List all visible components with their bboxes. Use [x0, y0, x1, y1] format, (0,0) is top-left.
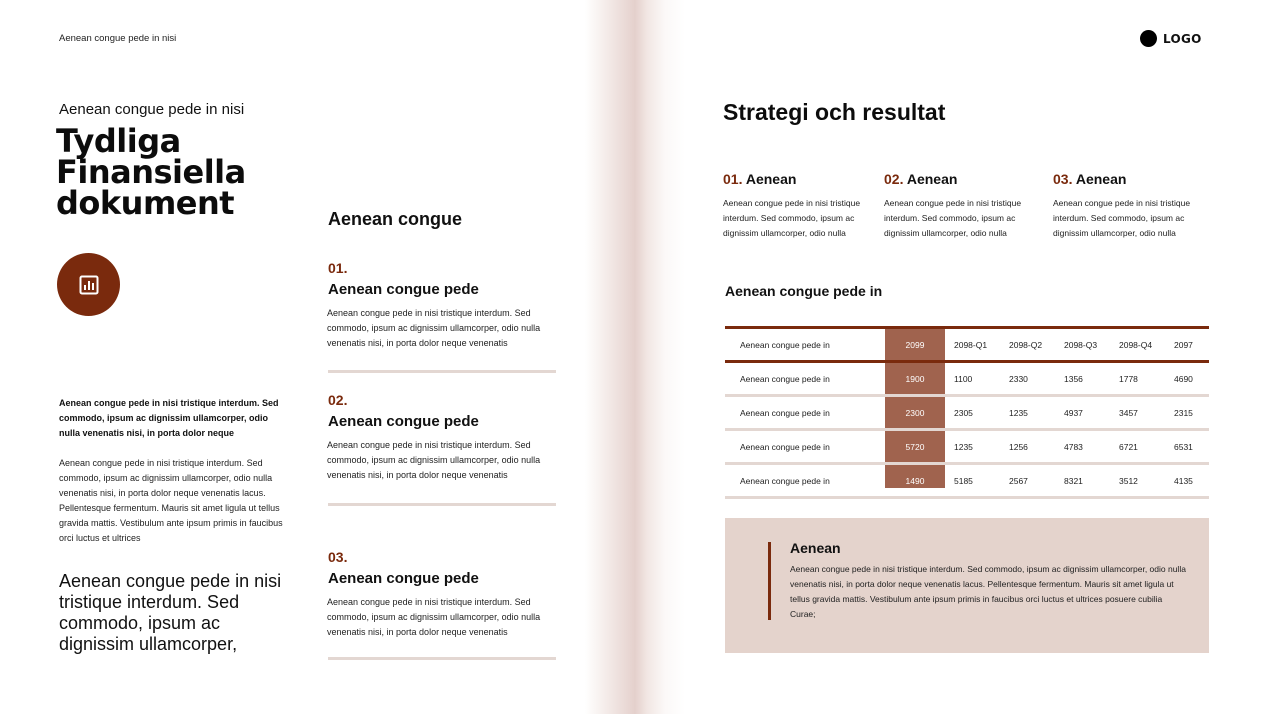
row-rule	[725, 496, 1209, 499]
callout-text: Aenean congue pede in nisi tristique interdum. Sed commodo, ipsum ac dignissim ullamcorper, odio nulla venenatis nisi, in porta dolor neque venenatis lacus. Pellentesque fermentum. Mauris sit amet ligula ut tellus gravida mattis. Vestibulum ante ipsum primis in faucibus orci luctus et ultrices posuere cubilia Curae;	[790, 564, 1186, 619]
cell: 8321	[1064, 475, 1083, 486]
header-cell: 2098-Q1	[954, 339, 988, 350]
logo	[1140, 30, 1202, 47]
cell: Aenean congue pede in	[740, 373, 830, 384]
table-row	[725, 363, 1209, 394]
column-title: Aenean	[1075, 171, 1127, 187]
cell: 3512	[1119, 475, 1138, 486]
cell: 4135	[1174, 475, 1193, 486]
cell: 4937	[1064, 407, 1083, 418]
body-paragraph: Aenean congue pede in nisi tristique interdum. Sed commodo, ipsum ac dignissim ullamcorper, odio nulla venenatis nisi, in porta dolor neque venenatis lacus. Pellentesque fermentum. Mauris sit amet ligula ut tellus gravida mattis. Vestibulum ante ipsum primis in faucibus orci luctus et ultrices	[59, 458, 283, 543]
column-number: 03.	[1053, 171, 1073, 187]
table-row	[725, 431, 1209, 462]
cell: 2300	[905, 407, 925, 418]
cell: Aenean congue pede in	[740, 441, 830, 452]
lead-paragraph: Aenean congue pede in nisi tristique interdum. Sed commodo, ipsum ac dignissim ullamcorper,	[59, 571, 282, 654]
column-number: 01.	[723, 171, 743, 187]
divider	[328, 657, 556, 660]
header-cell: Aenean congue pede in	[740, 339, 830, 350]
cell: 2305	[954, 407, 973, 418]
strategy-column-3	[1053, 171, 1208, 241]
cell: 1256	[1009, 441, 1028, 452]
right-page-title: Strategi och resultat	[723, 99, 946, 125]
page-kicker: Aenean congue pede in nisi	[59, 101, 245, 118]
header-cell: 2098-Q4	[1119, 339, 1153, 350]
table-title: Aenean congue pede in	[725, 283, 883, 299]
item-title: Aenean congue pede	[328, 281, 479, 298]
cell: Aenean congue pede in	[740, 407, 830, 418]
section-heading: Aenean congue	[328, 209, 463, 229]
numbered-item-1	[327, 260, 557, 351]
header-cell: 2098-Q2	[1009, 339, 1043, 350]
callout-box	[725, 518, 1209, 653]
cell: 1490	[905, 475, 925, 486]
strategy-column-2	[884, 171, 1039, 241]
cell: 2330	[1009, 373, 1028, 384]
header-cell: 2097	[1174, 339, 1193, 350]
cell: 4783	[1064, 441, 1083, 452]
cell: 6721	[1119, 441, 1138, 452]
bold-paragraph: Aenean congue pede in nisi tristique interdum. Sed commodo, ipsum ac dignissim ullamcorper, odio nulla venenatis nisi, in porta dolor neque	[59, 398, 279, 438]
table-row	[725, 465, 1209, 496]
financial-table	[725, 326, 1209, 499]
item-text: Aenean congue pede in nisi tristique interdum. Sed commodo, ipsum ac dignissim ullamcorper, odio nulla venenatis nisi, in porta dolor neque venenatis	[327, 440, 541, 480]
numbered-item-3	[327, 549, 557, 640]
cell: 1778	[1119, 373, 1138, 384]
cell: 2567	[1009, 475, 1028, 486]
callout-title: Aenean	[790, 540, 841, 556]
item-number: 01.	[328, 260, 348, 276]
divider	[328, 503, 556, 506]
bar-chart-icon	[79, 275, 99, 295]
cell: 1900	[905, 373, 925, 384]
header-cell: 2099	[905, 339, 925, 350]
cell: 1235	[1009, 407, 1028, 418]
page-spine	[585, 0, 685, 714]
column-text: Aenean congue pede in nisi tristique interdum. Sed commodo, ipsum ac dignissim ullamcorper, odio nulla	[723, 198, 861, 238]
column-text: Aenean congue pede in nisi tristique interdum. Sed commodo, ipsum ac dignissim ullamcorper, odio nulla	[1053, 198, 1191, 238]
running-header: Aenean congue pede in nisi	[59, 33, 177, 44]
strategy-column-1	[723, 171, 878, 241]
table-row	[725, 397, 1209, 428]
item-text: Aenean congue pede in nisi tristique interdum. Sed commodo, ipsum ac dignissim ullamcorper, odio nulla venenatis nisi, in porta dolor neque venenatis	[327, 308, 541, 348]
cell: 5720	[905, 441, 925, 452]
item-title: Aenean congue pede	[328, 570, 479, 587]
logo-text: LOGO	[1163, 31, 1202, 46]
callout-accent-bar	[768, 542, 771, 620]
cell: 5185	[954, 475, 973, 486]
page-title: Tydliga Finansiella dokument	[56, 122, 246, 222]
item-number: 03.	[328, 549, 348, 565]
logo-dot-icon	[1140, 30, 1157, 47]
column-number: 02.	[884, 171, 904, 187]
item-number: 02.	[328, 392, 348, 408]
item-text: Aenean congue pede in nisi tristique interdum. Sed commodo, ipsum ac dignissim ullamcorper, odio nulla venenatis nisi, in porta dolor neque venenatis	[327, 597, 541, 637]
header-cell: 2098-Q3	[1064, 339, 1098, 350]
cell: 1100	[954, 373, 973, 384]
cell: 4690	[1174, 373, 1193, 384]
numbered-item-2	[327, 392, 557, 483]
cell: 2315	[1174, 407, 1193, 418]
cell: 1356	[1064, 373, 1083, 384]
chart-badge	[57, 253, 120, 316]
item-title: Aenean congue pede	[328, 413, 479, 430]
column-text: Aenean congue pede in nisi tristique interdum. Sed commodo, ipsum ac dignissim ullamcorper, odio nulla	[884, 198, 1022, 238]
cell: 6531	[1174, 441, 1193, 452]
column-title: Aenean	[745, 171, 797, 187]
cell: 3457	[1119, 407, 1138, 418]
cell: Aenean congue pede in	[740, 475, 830, 486]
table-header-row	[725, 329, 1209, 360]
divider	[328, 370, 556, 373]
column-title: Aenean	[906, 171, 958, 187]
cell: 1235	[954, 441, 973, 452]
